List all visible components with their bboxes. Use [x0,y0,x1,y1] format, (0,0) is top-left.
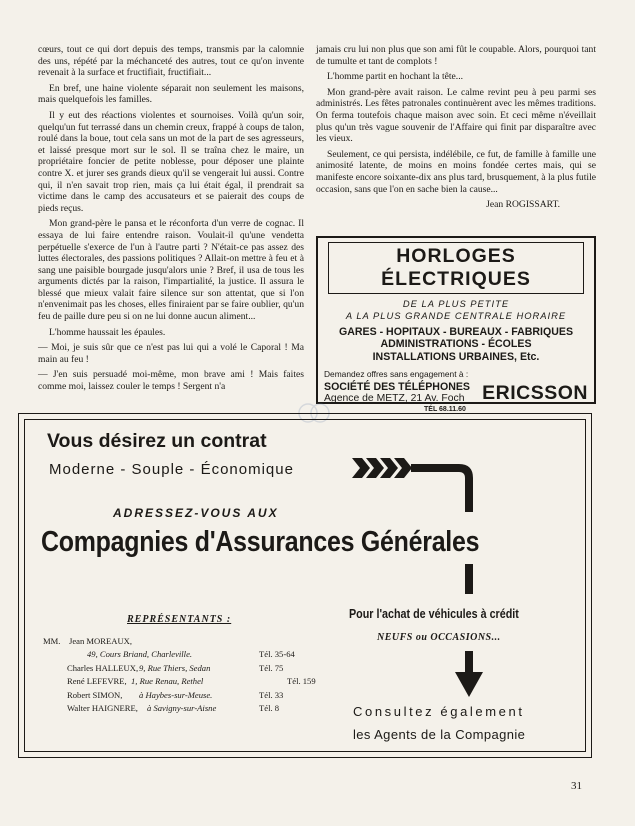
rep-name: Walter HAIGNERE, [67,702,138,713]
consult-line: Consultez également [353,704,525,719]
representative-row [43,663,363,676]
insurance-advertisement [18,413,592,758]
agency-address: Agence de METZ, 21 Av. Foch [324,393,465,405]
ad-headline: Vous désirez un contrat [47,430,267,452]
rep-name: Charles HALLEUX, [67,662,139,673]
representative-row [43,690,363,703]
ad-subtitle-line: DE LA PLUS PETITE [402,298,510,309]
rep-tel: Tél. 8 [259,702,280,713]
phone-number: TÉL 68.11.60 [424,406,466,414]
rep-address: 49, Cours Briand, Charleville. [87,649,193,660]
rep-tel: Tél. 33 [259,689,284,700]
rep-tel: Tél. 35-64 [259,649,295,660]
representatives-heading: REPRÉSENTANTS : [127,614,232,625]
rep-name: René LEFEVRE, [67,676,127,687]
article-paragraph: Mon grand-père le pansa et le réconforta d'un verre de cognac. Il essaya de lui faire entendre raison. Voulait-il qu'une vendetta perpétuelle s'exerce de l'un à l'autre parti ? N'était-ce pas assez des luttes électorales, des passions politiques ? Allait-on mettre à feu et à sang une paisible bourgade jusqu'alors unie ? Bref, il usa de tous les arguments dictés par la raison, l'impartialité, la justice. Il assura le blessé que mieux valait faire silence sur son attentat, que si l'on n'envenimait pas les choses, elles finiraient par se faire oublier, qu'un feu de paille dure peu si on ne lui donne aucun aliment... [38,218,304,323]
company-name: SOCIÉTÉ DES TÉLÉPHONES [324,381,470,394]
article-paragraph: jamais cru lui non plus que son ami fût le coupable. Alors, pourquoi tant de tumulte et tant de complots ! [316,44,596,67]
service-line: INSTALLATIONS URBAINES, Etc. [372,350,540,363]
representative-row [43,636,363,649]
article-paragraph: — J'en suis persuadé moi-même, mon brave ami ! Mais faites comme moi, laissez couler le temps ! Sergent n'a [38,369,304,393]
rep-name: Robert SIMON, [67,689,123,700]
article-paragraph: L'homme partit en hochant la tête... [327,71,463,83]
brand-name: ERICSSON [482,382,588,405]
representative-row [43,676,363,689]
article-paragraph: L'homme haussait les épaules. [49,326,166,338]
insurer-name: Compagnies d'Assurances Générales [41,526,480,558]
rep-name: Jean MOREAUX, [69,636,133,646]
representative-row [43,703,363,716]
article-right-column [316,44,596,215]
article-paragraph: cœurs, tout ce qui dort depuis des temps, transmis par la calomnie des uns, répété par la méchanceté des autres, tout ce qu'on invente revenait à la surface et fructifiait, fructifiait... [38,44,304,79]
ad-subtitle-line: A LA PLUS GRANDE CENTRALE HORAIRE [345,310,567,321]
ad-subline: Moderne - Souple - Économique [49,461,294,478]
article-left-column [38,44,304,397]
rep-prefix: MM. [43,636,61,646]
rep-address: à Haybes-sur-Meuse. [139,689,213,700]
article-paragraph: Mon grand-père avait raison. Le calme revint peu à peu parmi ses administrés. Les fêtes patronales continuèrent avec les mêmes traditions. On ferma toutefois chaque maison avec soin. Et ceci même n'éveillait plus qu'un très vague souvenir de l'Affaire qui finit par disparaître avec les vieux. [316,86,596,145]
rep-tel: Tél. 159 [287,676,316,687]
consult-line: les Agents de la Compagnie [353,727,526,742]
credit-offer: Pour l'achat de véhicules à crédit [349,607,519,621]
service-line: ADMINISTRATIONS - ÉCOLES [380,338,532,351]
article-paragraph: Seulement, ce qui persista, indélébile, ce fut, de famille à famille une animosité latente, de moins en moins fondée certes mais, qui se manifeste encore soixante-dix ans plus tard, brusquement, à la plus futile occasion, sans que l'on en sache bien la cause... [316,148,596,195]
ericsson-advertisement [316,236,596,414]
ad-demand-text: Demandez offres sans engagement à : [324,369,469,380]
ad-contact-row [324,381,588,405]
rep-tel: Tél. 75 [259,662,284,673]
ad-company-block [324,381,470,405]
service-line: GARES - HOPITAUX - BUREAUX - FABRIQUES [338,326,574,338]
representative-row [43,649,363,662]
author-signature: Jean ROGISSART. [486,199,560,211]
article-paragraph: En bref, une haine violente séparait non seulement les maisons, mais quelquefois les familles. [38,82,304,106]
article-paragraph: — Moi, je suis sûr que ce n'est pas lui qui a volé le Caporal ! Ma main au feu ! [38,342,304,365]
ad-title: HORLOGES ÉLECTRIQUES [328,242,584,294]
page-number: 31 [571,780,582,792]
vehicle-types: NEUFS ou OCCASIONS... [377,632,501,643]
ad-adressez: ADRESSEZ-VOUS AUX [113,506,279,520]
rep-address: 9, Rue Thiers, Sedan [139,662,211,673]
article-paragraph: Il y eut des réactions violentes et sournoises. Voilà qu'un soir, quelqu'un fut terrassé dans un chemin creux, frappé à coups de talon, roulé dans la boue, tout cela sans un mot de la part de ses agresseurs, et laissé presque mort sur le sol. Il se traîna chez le maire, un propriétaire foncier de petite noblesse, pour déposer une plainte contre X. et jurer ses grands dieux qu'il se vengerait lui aussi. Contre qui, il n'en savait trop rien, mais ça lui était égal, il prendrait sa victime dans le camp des accusateurs et se paierait des coups de pieds reçus. [38,109,304,214]
representatives-list [43,636,363,716]
rep-address: à Savigny-sur-Aisne [147,702,217,713]
rep-address: 1, Rue Renau, Rethel [131,676,204,687]
ad-services-list [324,326,588,363]
